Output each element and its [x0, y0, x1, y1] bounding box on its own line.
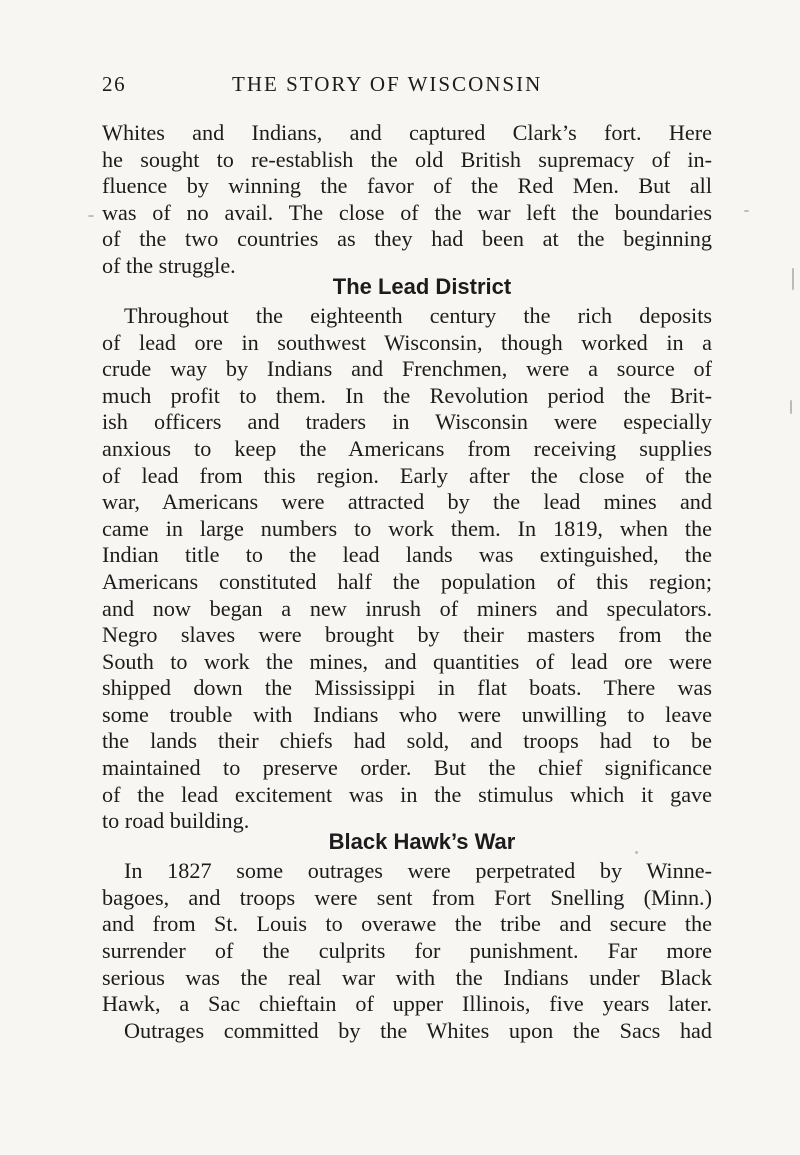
- text-line: and from St. Louis to overawe the tribe and secure the: [102, 911, 712, 937]
- text-line: he sought to re-establish the old British supremacy of in-: [102, 146, 712, 172]
- text-line: much profit to them. In the Revolution period the Brit-: [102, 382, 712, 408]
- text-line: In 1827 some outrages were perpetrated by Winne-: [124, 858, 712, 884]
- text-line: Outrages committed by the Whites upon the Sacs had: [124, 1017, 712, 1043]
- text-line: shipped down the Mississippi in flat boats. There was: [102, 675, 712, 701]
- text-line: of the struggle.: [102, 252, 236, 278]
- text-line: and now began a new inrush of miners and speculators.: [102, 595, 712, 621]
- text-line: South to work the mines, and quantities of lead ore were: [102, 648, 712, 674]
- text-line: serious was the real war with the Indians under Black: [102, 964, 712, 990]
- text-line: was of no avail. The close of the war left the boundaries: [102, 199, 712, 225]
- text-line: crude way by Indians and Frenchmen, were a source of: [102, 356, 712, 382]
- page-number: 26: [102, 72, 127, 96]
- text-line: of the lead excitement was in the stimulus which it gave: [102, 781, 712, 807]
- section-heading-lead-district: The Lead District: [332, 273, 512, 299]
- text-line: Throughout the eighteenth century the rich deposits: [124, 302, 712, 328]
- text-line: to road building.: [102, 808, 250, 834]
- scan-speck: [792, 268, 794, 290]
- scan-speck: [790, 400, 792, 414]
- scan-speck: [88, 215, 94, 217]
- text-line: of the two countries as they had been at the beginning: [102, 226, 712, 252]
- text-line: Hawk, a Sac chieftain of upper Illinois, five years later.: [102, 991, 712, 1017]
- text-line: some trouble with Indians who were unwilling to leave: [102, 701, 712, 727]
- text-line: the lands their chiefs had sold, and troops had to be: [102, 728, 712, 754]
- scan-speck: [744, 210, 749, 212]
- text-line: bagoes, and troops were sent from Fort Snelling (Minn.): [102, 884, 712, 910]
- text-line: Americans constituted half the population of this region;: [102, 568, 712, 594]
- text-line: anxious to keep the Americans from receiving supplies: [102, 435, 712, 461]
- text-line: Negro slaves were brought by their masters from the: [102, 622, 712, 648]
- text-line: Whites and Indians, and captured Clark’s fort. Here: [102, 120, 712, 145]
- scan-speck: [635, 851, 638, 854]
- text-line: of lead ore in southwest Wisconsin, though worked in a: [102, 329, 712, 355]
- text-line: maintained to preserve order. But the chief significance: [102, 755, 712, 781]
- text-line: ish officers and traders in Wisconsin were especially: [102, 409, 712, 435]
- text-line: surrender of the culprits for punishment. Far more: [102, 938, 712, 964]
- text-line: came in large numbers to work them. In 1819, when the: [102, 515, 712, 541]
- section-heading-black-hawks-war: Black Hawk’s War: [328, 829, 516, 855]
- text-line: war, Americans were attracted by the lead mines and: [102, 489, 712, 515]
- page-header: [102, 72, 712, 102]
- text-line: fluence by winning the favor of the Red Men. But all: [102, 173, 712, 199]
- text-line: of lead from this region. Early after the close of the: [102, 462, 712, 488]
- running-title: THE STORY OF WISCONSIN: [232, 72, 543, 96]
- text-line: Indian title to the lead lands was extinguished, the: [102, 542, 712, 568]
- page-body: [102, 120, 712, 1044]
